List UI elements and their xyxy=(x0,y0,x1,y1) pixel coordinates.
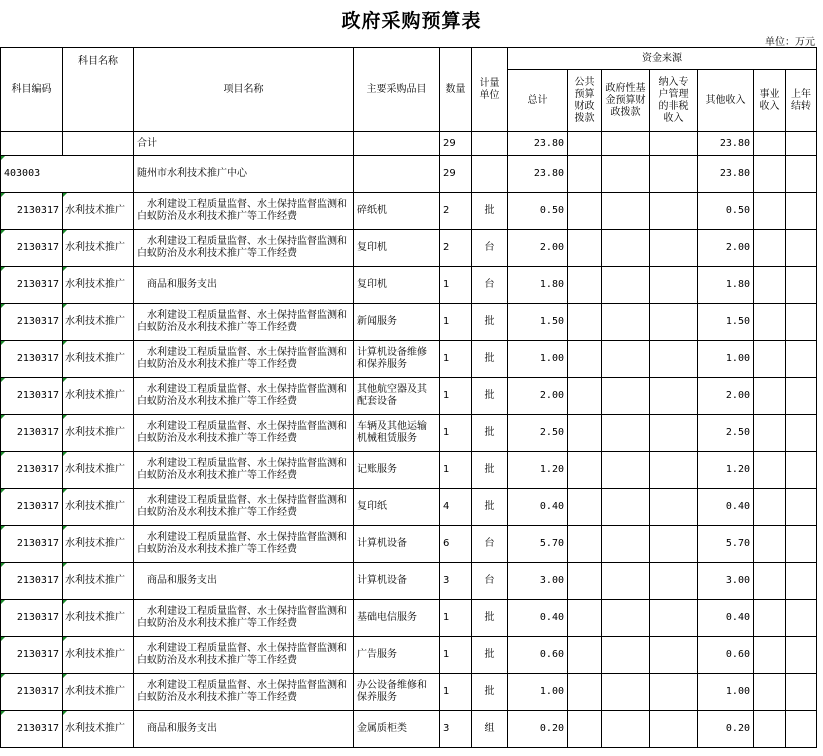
header-other: 其他收入 xyxy=(698,70,754,132)
row-public xyxy=(568,563,602,600)
row-project: 水利建设工程质量监督、水土保持监督监测和白蚁防治及水利技术推广等工作经费 xyxy=(134,600,354,637)
row-project: 水利建设工程质量监督、水土保持监督监测和白蚁防治及水利技术推广等工作经费 xyxy=(134,341,354,378)
row-carry xyxy=(786,378,817,415)
row-total: 1.50 xyxy=(508,304,568,341)
header-total: 总计 xyxy=(508,70,568,132)
row-subject-name: 水利技术推广 xyxy=(63,304,134,341)
row-unit: 批 xyxy=(472,489,508,526)
row-public xyxy=(568,637,602,674)
row-total: 1.20 xyxy=(508,452,568,489)
row-item: 碎纸机 xyxy=(354,193,440,230)
row-unit: 批 xyxy=(472,674,508,711)
row-carry xyxy=(786,563,817,600)
row-career xyxy=(754,193,786,230)
row-subject-name: 水利技术推广 xyxy=(63,341,134,378)
row-subject-name: 水利技术推广 xyxy=(63,415,134,452)
row-other: 0.40 xyxy=(698,600,754,637)
row-total: 0.40 xyxy=(508,600,568,637)
row-special xyxy=(650,304,698,341)
row-carry xyxy=(786,341,817,378)
row-code: 2130317 xyxy=(1,267,63,304)
row-career xyxy=(754,415,786,452)
row-item: 复印纸 xyxy=(354,489,440,526)
row-item: 计算机设备 xyxy=(354,526,440,563)
row-total: 2.00 xyxy=(508,230,568,267)
row-career xyxy=(754,563,786,600)
row-special xyxy=(650,711,698,748)
row-gov-fund xyxy=(602,674,650,711)
row-subject-name: 水利技术推广 xyxy=(63,711,134,748)
row-special xyxy=(650,637,698,674)
row-career xyxy=(754,600,786,637)
row-gov-fund xyxy=(602,711,650,748)
row-carry xyxy=(786,304,817,341)
row-subject-name: 水利技术推广 xyxy=(63,563,134,600)
row-subject-name: 水利技术推广 xyxy=(63,489,134,526)
row-project: 商品和服务支出 xyxy=(134,267,354,304)
row-item: 车辆及其他运输机械租赁服务 xyxy=(354,415,440,452)
row-item: 广告服务 xyxy=(354,637,440,674)
row-item: 金属质柜类 xyxy=(354,711,440,748)
row-code: 2130317 xyxy=(1,563,63,600)
row-qty: 3 xyxy=(440,563,472,600)
row-project: 商品和服务支出 xyxy=(134,563,354,600)
row-other: 3.00 xyxy=(698,563,754,600)
row-unit: 台 xyxy=(472,526,508,563)
row-gov-fund xyxy=(602,230,650,267)
row-code: 2130317 xyxy=(1,341,63,378)
row-item: 计算机设备维修和保养服务 xyxy=(354,341,440,378)
table-row xyxy=(1,711,817,748)
summary-other: 23.80 xyxy=(698,132,754,156)
row-special xyxy=(650,415,698,452)
budget-table xyxy=(0,47,817,748)
unit-code: 403003 xyxy=(1,156,134,193)
row-code: 2130317 xyxy=(1,600,63,637)
row-carry xyxy=(786,674,817,711)
row-special xyxy=(650,452,698,489)
table-row xyxy=(1,489,817,526)
row-gov-fund xyxy=(602,267,650,304)
row-special xyxy=(650,267,698,304)
row-carry xyxy=(786,267,817,304)
row-total: 0.60 xyxy=(508,637,568,674)
row-unit: 批 xyxy=(472,304,508,341)
row-total: 0.20 xyxy=(508,711,568,748)
row-gov-fund xyxy=(602,563,650,600)
row-project: 水利建设工程质量监督、水土保持监督监测和白蚁防治及水利技术推广等工作经费 xyxy=(134,489,354,526)
row-gov-fund xyxy=(602,341,650,378)
row-item: 办公设备维修和保养服务 xyxy=(354,674,440,711)
row-public xyxy=(568,674,602,711)
header-special: 纳入专户管理的非税收入 xyxy=(650,70,698,132)
row-unit: 批 xyxy=(472,637,508,674)
row-item: 记账服务 xyxy=(354,452,440,489)
row-special xyxy=(650,674,698,711)
row-subject-name: 水利技术推广 xyxy=(63,452,134,489)
row-other: 0.60 xyxy=(698,637,754,674)
row-subject-name: 水利技术推广 xyxy=(63,378,134,415)
row-gov-fund xyxy=(602,489,650,526)
row-project: 水利建设工程质量监督、水土保持监督监测和白蚁防治及水利技术推广等工作经费 xyxy=(134,637,354,674)
row-qty: 2 xyxy=(440,193,472,230)
unit-label: 单位：万元 xyxy=(765,37,815,48)
row-special xyxy=(650,193,698,230)
row-item: 其他航空器及其配套设备 xyxy=(354,378,440,415)
row-total: 3.00 xyxy=(508,563,568,600)
row-career xyxy=(754,304,786,341)
row-public xyxy=(568,378,602,415)
row-public xyxy=(568,230,602,267)
header-funds: 资金来源 xyxy=(508,48,817,70)
unit-other: 23.80 xyxy=(698,156,754,193)
row-public xyxy=(568,489,602,526)
header-measure: 计量单位 xyxy=(472,48,508,132)
row-public xyxy=(568,711,602,748)
row-item: 复印机 xyxy=(354,267,440,304)
row-unit: 批 xyxy=(472,415,508,452)
row-career xyxy=(754,637,786,674)
table-row xyxy=(1,526,817,563)
row-qty: 6 xyxy=(440,526,472,563)
row-public xyxy=(568,526,602,563)
row-unit: 台 xyxy=(472,267,508,304)
row-subject-name: 水利技术推广 xyxy=(63,526,134,563)
row-public xyxy=(568,415,602,452)
row-project: 水利建设工程质量监督、水土保持监督监测和白蚁防治及水利技术推广等工作经费 xyxy=(134,452,354,489)
row-unit: 批 xyxy=(472,452,508,489)
table-row xyxy=(1,304,817,341)
header-item: 主要采购品目 xyxy=(354,48,440,132)
header-name: 科目名称 xyxy=(63,48,134,132)
table-row xyxy=(1,600,817,637)
row-gov-fund xyxy=(602,415,650,452)
row-project: 水利建设工程质量监督、水土保持监督监测和白蚁防治及水利技术推广等工作经费 xyxy=(134,230,354,267)
row-career xyxy=(754,230,786,267)
row-total: 1.00 xyxy=(508,341,568,378)
row-career xyxy=(754,341,786,378)
row-qty: 1 xyxy=(440,415,472,452)
header-carry: 上年结转 xyxy=(786,70,817,132)
table-row xyxy=(1,674,817,711)
row-project: 水利建设工程质量监督、水土保持监督监测和白蚁防治及水利技术推广等工作经费 xyxy=(134,415,354,452)
row-public xyxy=(568,341,602,378)
row-career xyxy=(754,378,786,415)
row-carry xyxy=(786,230,817,267)
row-carry xyxy=(786,415,817,452)
table-row xyxy=(1,452,817,489)
row-subject-name: 水利技术推广 xyxy=(63,193,134,230)
table-row xyxy=(1,563,817,600)
row-carry xyxy=(786,489,817,526)
row-item: 计算机设备 xyxy=(354,563,440,600)
row-qty: 1 xyxy=(440,600,472,637)
row-item: 新闻服务 xyxy=(354,304,440,341)
row-other: 1.80 xyxy=(698,267,754,304)
row-special xyxy=(650,526,698,563)
row-qty: 1 xyxy=(440,378,472,415)
row-code: 2130317 xyxy=(1,637,63,674)
row-qty: 1 xyxy=(440,452,472,489)
row-other: 1.50 xyxy=(698,304,754,341)
row-gov-fund xyxy=(602,304,650,341)
header-public: 公共预算财政拨款 xyxy=(568,70,602,132)
row-other: 1.00 xyxy=(698,341,754,378)
row-unit: 批 xyxy=(472,193,508,230)
page-title: 政府采购预算表 xyxy=(341,10,482,32)
table-row xyxy=(1,193,817,230)
row-carry xyxy=(786,526,817,563)
unit-qty: 29 xyxy=(440,156,472,193)
row-qty: 3 xyxy=(440,711,472,748)
row-subject-name: 水利技术推广 xyxy=(63,674,134,711)
row-code: 2130317 xyxy=(1,304,63,341)
row-subject-name: 水利技术推广 xyxy=(63,637,134,674)
header-career: 事业收入 xyxy=(754,70,786,132)
row-unit: 台 xyxy=(472,230,508,267)
row-special xyxy=(650,600,698,637)
row-project: 水利建设工程质量监督、水土保持监督监测和白蚁防治及水利技术推广等工作经费 xyxy=(134,378,354,415)
row-special xyxy=(650,563,698,600)
row-total: 1.00 xyxy=(508,674,568,711)
row-other: 0.20 xyxy=(698,711,754,748)
row-subject-name: 水利技术推广 xyxy=(63,267,134,304)
unit-row xyxy=(1,156,817,193)
row-other: 2.50 xyxy=(698,415,754,452)
row-carry xyxy=(786,711,817,748)
row-gov-fund xyxy=(602,526,650,563)
row-project: 水利建设工程质量监督、水土保持监督监测和白蚁防治及水利技术推广等工作经费 xyxy=(134,526,354,563)
row-career xyxy=(754,489,786,526)
row-qty: 1 xyxy=(440,267,472,304)
summary-label: 合计 xyxy=(134,132,354,156)
row-total: 1.80 xyxy=(508,267,568,304)
row-career xyxy=(754,452,786,489)
row-gov-fund xyxy=(602,637,650,674)
row-public xyxy=(568,304,602,341)
table-row xyxy=(1,341,817,378)
row-carry xyxy=(786,637,817,674)
table-row xyxy=(1,378,817,415)
row-project: 商品和服务支出 xyxy=(134,711,354,748)
row-code: 2130317 xyxy=(1,230,63,267)
row-other: 1.20 xyxy=(698,452,754,489)
row-unit: 批 xyxy=(472,341,508,378)
row-code: 2130317 xyxy=(1,711,63,748)
row-special xyxy=(650,230,698,267)
row-code: 2130317 xyxy=(1,378,63,415)
table-row xyxy=(1,637,817,674)
row-item: 复印机 xyxy=(354,230,440,267)
row-other: 5.70 xyxy=(698,526,754,563)
row-public xyxy=(568,193,602,230)
row-total: 0.50 xyxy=(508,193,568,230)
row-career xyxy=(754,526,786,563)
row-total: 2.50 xyxy=(508,415,568,452)
row-gov-fund xyxy=(602,452,650,489)
row-qty: 1 xyxy=(440,637,472,674)
row-qty: 2 xyxy=(440,230,472,267)
row-career xyxy=(754,267,786,304)
row-unit: 批 xyxy=(472,600,508,637)
header-qty: 数量 xyxy=(440,48,472,132)
row-subject-name: 水利技术推广 xyxy=(63,230,134,267)
table-row xyxy=(1,267,817,304)
row-qty: 1 xyxy=(440,304,472,341)
row-unit: 台 xyxy=(472,563,508,600)
row-carry xyxy=(786,600,817,637)
row-qty: 1 xyxy=(440,341,472,378)
row-other: 2.00 xyxy=(698,230,754,267)
row-carry xyxy=(786,452,817,489)
header-project: 项目名称 xyxy=(134,48,354,132)
row-gov-fund xyxy=(602,193,650,230)
row-total: 2.00 xyxy=(508,378,568,415)
row-code: 2130317 xyxy=(1,193,63,230)
row-item: 基础电信服务 xyxy=(354,600,440,637)
row-code: 2130317 xyxy=(1,674,63,711)
row-special xyxy=(650,489,698,526)
row-total: 5.70 xyxy=(508,526,568,563)
row-code: 2130317 xyxy=(1,415,63,452)
row-project: 水利建设工程质量监督、水土保持监督监测和白蚁防治及水利技术推广等工作经费 xyxy=(134,674,354,711)
row-subject-name: 水利技术推广 xyxy=(63,600,134,637)
table-row xyxy=(1,415,817,452)
row-project: 水利建设工程质量监督、水土保持监督监测和白蚁防治及水利技术推广等工作经费 xyxy=(134,304,354,341)
row-code: 2130317 xyxy=(1,489,63,526)
row-carry xyxy=(786,193,817,230)
row-unit: 组 xyxy=(472,711,508,748)
row-other: 2.00 xyxy=(698,378,754,415)
row-other: 1.00 xyxy=(698,674,754,711)
row-total: 0.40 xyxy=(508,489,568,526)
row-qty: 4 xyxy=(440,489,472,526)
row-code: 2130317 xyxy=(1,452,63,489)
row-special xyxy=(650,341,698,378)
unit-total: 23.80 xyxy=(508,156,568,193)
row-career xyxy=(754,674,786,711)
row-unit: 批 xyxy=(472,378,508,415)
header-code: 科目编码 xyxy=(1,48,63,132)
row-public xyxy=(568,452,602,489)
summary-total: 23.80 xyxy=(508,132,568,156)
row-other: 0.50 xyxy=(698,193,754,230)
row-gov-fund xyxy=(602,600,650,637)
summary-qty: 29 xyxy=(440,132,472,156)
table-row xyxy=(1,230,817,267)
row-public xyxy=(568,267,602,304)
summary-row xyxy=(1,132,817,156)
row-qty: 1 xyxy=(440,674,472,711)
row-special xyxy=(650,378,698,415)
row-gov-fund xyxy=(602,378,650,415)
row-career xyxy=(754,711,786,748)
row-project: 水利建设工程质量监督、水土保持监督监测和白蚁防治及水利技术推广等工作经费 xyxy=(134,193,354,230)
header-gov-fund: 政府性基金预算财政拨款 xyxy=(602,70,650,132)
unit-name: 随州市水利技术推广中心 xyxy=(134,156,354,193)
row-other: 0.40 xyxy=(698,489,754,526)
row-public xyxy=(568,600,602,637)
row-code: 2130317 xyxy=(1,526,63,563)
